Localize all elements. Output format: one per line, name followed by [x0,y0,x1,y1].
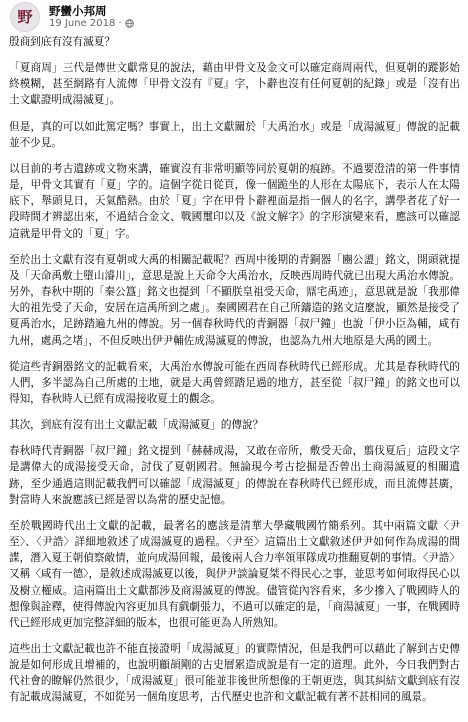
avatar[interactable] [10,2,40,32]
post-paragraph: 至於出土文獻有沒有夏朝或大禹的相關記載呢？西周中後期的青銅器「豳公盨」銘文，開頭就提及「天命禹敷土墮山濬川」，意思是說上天命令大禹治水，反映西周時代就已出現大禹治水傳說。另外，春秋中期的「秦公簋」銘文也提到「不顯朕皇祖受天命，鼏宅禹迹」，意思就是說「我那偉大的祖先受了天命，安居在這禹所到之處」。秦國國君在自己所鑄造的銘文這麼說，顯然是接受了夏禹治水，足跡踏遍九州的傳說。另一個春秋時代的青銅器「叔尸鐘」也說「伊小臣為輔，咸有九州，處禹之堵」，不但反映出伊尹輔佐成湯滅夏的傳說，也認為九州大地原是大禹的國土。 [9,253,460,347]
post-header [9,0,460,34]
globe-icon[interactable] [125,19,134,28]
post-paragraph: 從這些青銅器銘文的記載看來，大禹治水傳說可能在西周春秋時代已經形成。尤其是春秋時代的人們，多半認為自己所處的土地，就是大禹曾經踏足過的地方，甚至從「叔尸鐘」的銘文也可以得知，春秋時人已經有成湯接收夏土的觀念。 [9,360,460,405]
post-question: 其次，到底有沒有出土文獻記載「成湯滅夏」的傳說？ [9,419,264,432]
page-name-link[interactable]: 野蠻小邦周 [49,4,107,18]
post-paragraph: 至於戰國時代出土文獻的記載，最著名的應該是清華大學藏戰國竹簡系列。其中兩篇文獻〈尹至〉、〈尹誥〉詳細地敘述了成湯滅夏的過程。〈尹至〉這篇出土文獻敘述伊尹如何作為成湯的間諜，潛入夏王朝偵察敵情，並向成湯回報，最後兩人合力率領軍隊成功推翻夏朝的事情。〈尹誥〉又稱〈咸有一德〉，是敘述成湯滅夏以後，與伊尹談論夏桀不得民心之事，並思考如何取得民心以及樹立權威。這兩篇出土文獻都涉及商湯滅夏的傳說。儘管從內容看來，多少摻入了戰國時人的想像與詮釋，使得傳說內容更加具有戲劇張力，不過可以確定的是，「商湯滅夏」一事，在戰國時代已經形成更加完整詳細的版本，也很可能更為人所熟知。 [9,519,460,629]
post-paragraph: 但是，真的可以如此篤定嗎？事實上，出土文獻關於「大禹治水」或是「成湯滅夏」傳說的記載並不少見。 [9,120,460,149]
post-paragraph: 「夏商周」三代是傳世文獻常見的說法，藉由甲骨文及金文可以確定商周兩代，但夏朝的蹤影始終模糊，甚至網路有人流傳「甲骨文沒有『夏』字，卜辭也沒有任何夏朝的紀錄」或是「沒有出土文獻證明成湯滅夏」。 [9,62,460,107]
post-meta: 19 June 2018 · [49,18,134,29]
avatar-logo: 野 [17,7,33,26]
post-paragraph: 以目前的考古遺跡或文物來講，確實沒有非常明顯等同於夏朝的痕跡。不過要澄清的第一件事情是，甲骨文其實有「夏」字的。這個字從日從頁，像一個跪坐的人形在太陽底下，表示人在太陽底下，舉頭見日，天氣酷熱。由於「夏」字在甲骨卜辭裡面是指一個人的名字，講學者花了好一段時間才辨認出來，不過結合金文、戰國璽印以及《說文解字》的字形演變來看，應該可以確認這就是甲骨文的「夏」字。 [9,162,460,240]
post-paragraph: 這些出土文獻記載也許不能直接證明「成湯滅夏」的實際情況，但是我們可以藉此了解到古史傳說是如何形成且增補的，也說明顧頡剛的古史層累造成說是有一定的道理。此外，今日我們對古代社會的瞭解仍然很少，「成湯滅夏」很可能並非後世所想像的王朝更迭，與其糾結文獻到底有沒有記載成湯滅夏，不如從另一個角度思考，古代歷史也許和文獻記載有著不甚相同的風景。 [9,643,460,704]
post-question: 殷商到底有沒有滅夏？ [9,36,115,48]
post-paragraph: 春秋時代青銅器「叔尸鐘」銘文提到「赫赫成湯，又敢在帝所，敷受天命，翦伐夏后」這段文字是講偉大的成湯接受天命，討伐了夏朝國君。無論現今考古挖掘是否曾出土商湯滅夏的相關遺跡，至少通過這則記載我們可以確認「成湯滅夏」的傳說在春秋時代已經形成，而且流傳甚廣，對當時人來說應該已經是習以為常的歷史記憶。 [9,445,460,506]
post-timestamp[interactable]: 19 June 2018 [49,18,116,29]
post-body [9,34,460,706]
